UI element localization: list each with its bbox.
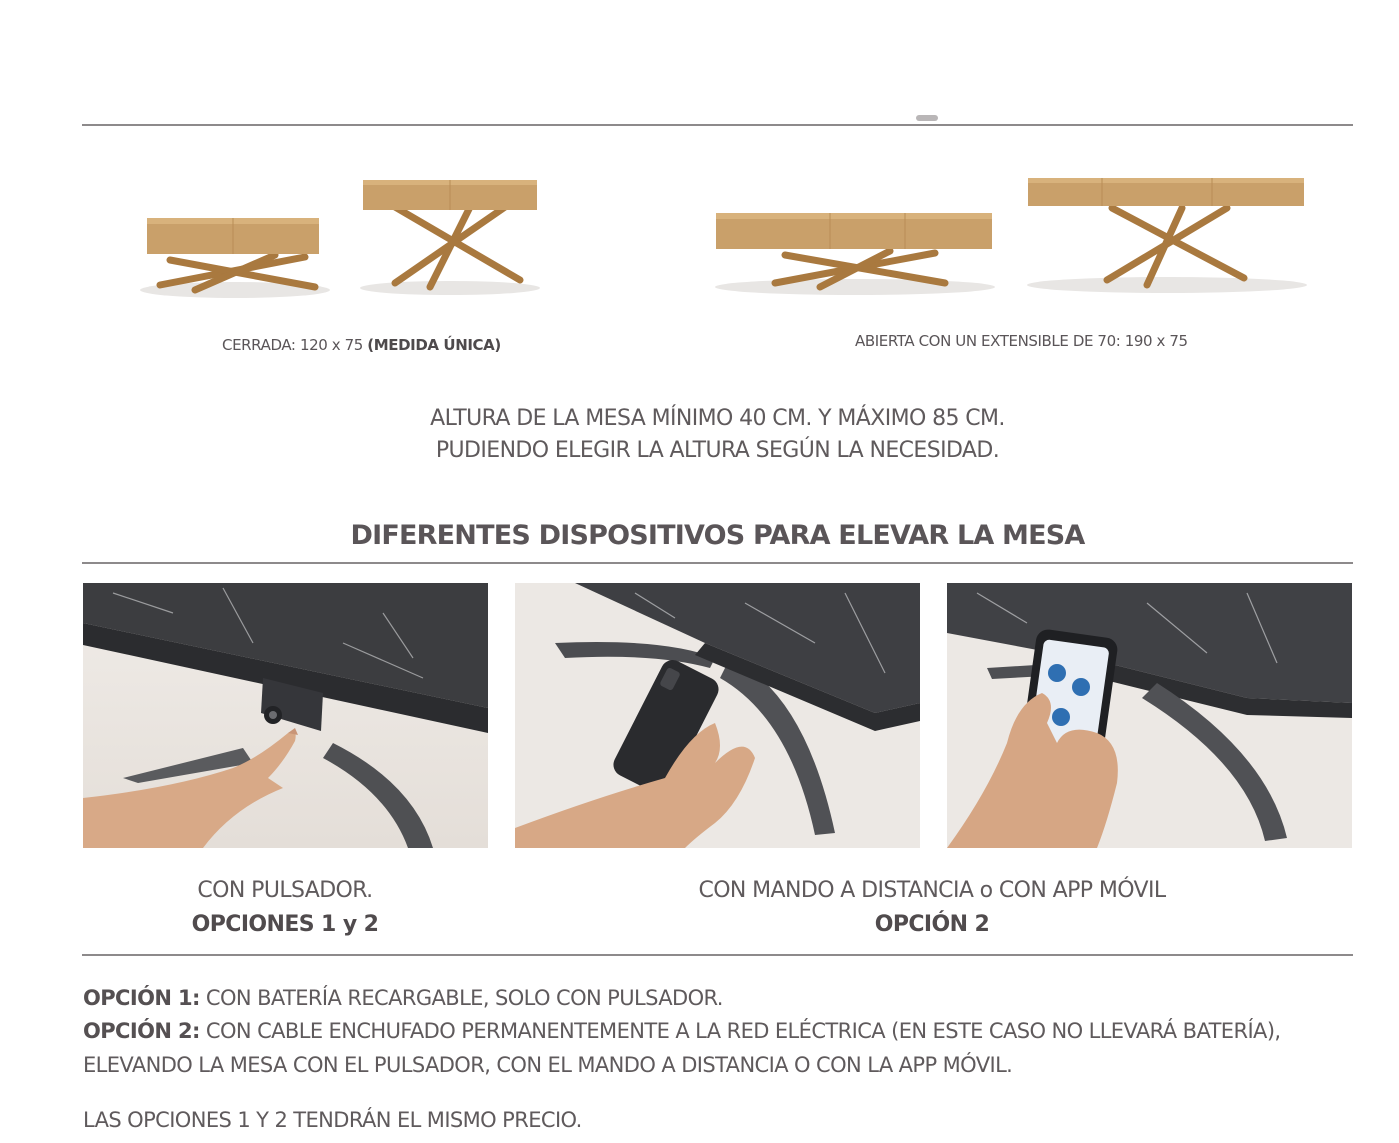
- options-divider: [82, 954, 1353, 956]
- devices-heading: DIFERENTES DISPOSITIVOS PARA ELEVAR LA MESA: [350, 520, 1085, 551]
- table-open-low-image: [710, 205, 1000, 305]
- top-divider: [82, 124, 1353, 126]
- divider-mark: [916, 115, 938, 121]
- option2-text: CON CABLE ENCHUFADO PERMANENTEMENTE A LA RED ELÉCTRICA (EN ESTE CASO NO LLEVARÁ BATERÍA),: [205, 1019, 1281, 1043]
- closed-size-note: (MEDIDA ÚNICA): [367, 336, 501, 354]
- height-info-line1: ALTURA DE LA MESA MÍNIMO 40 CM. Y MÁXIMO 85 CM.: [430, 406, 1005, 431]
- remote-option: OPCIÓN 2: [874, 912, 990, 937]
- closed-size-text: CERRADA: 120 x 75: [222, 336, 363, 354]
- push-button-options: OPCIONES 1 y 2: [191, 912, 379, 937]
- option2-row: [83, 1019, 1281, 1043]
- same-price-note: LAS OPCIONES 1 Y 2 TENDRÁN EL MISMO PRECIO.: [83, 1108, 582, 1132]
- option2-row-line2: ELEVANDO LA MESA CON EL PULSADOR, CON EL MANDO A DISTANCIA O CON LA APP MÓVIL.: [83, 1053, 1013, 1077]
- table-closed-high-image: [355, 175, 545, 300]
- height-info-line2: PUDIENDO ELEGIR LA ALTURA SEGÚN LA NECESIDAD.: [435, 438, 1000, 463]
- option1-row: [83, 986, 723, 1010]
- remote-control-photo: [515, 583, 920, 848]
- remote-caption: CON MANDO A DISTANCIA o CON APP MÓVIL: [698, 878, 1166, 903]
- option2-label: OPCIÓN 2:: [83, 1019, 200, 1043]
- option1-text: CON BATERÍA RECARGABLE, SOLO CON PULSADOR.: [205, 986, 723, 1010]
- option1-label: OPCIÓN 1:: [83, 986, 200, 1010]
- open-size-caption: ABIERTA CON UN EXTENSIBLE DE 70: 190 x 75: [855, 332, 1188, 350]
- devices-divider: [82, 562, 1353, 564]
- push-button-caption: CON PULSADOR.: [197, 878, 373, 903]
- table-closed-low-image: [135, 205, 335, 305]
- closed-size-caption: [222, 336, 501, 354]
- push-button-photo: [83, 583, 488, 848]
- table-open-high-image: [1022, 170, 1312, 300]
- mobile-app-photo: [947, 583, 1352, 848]
